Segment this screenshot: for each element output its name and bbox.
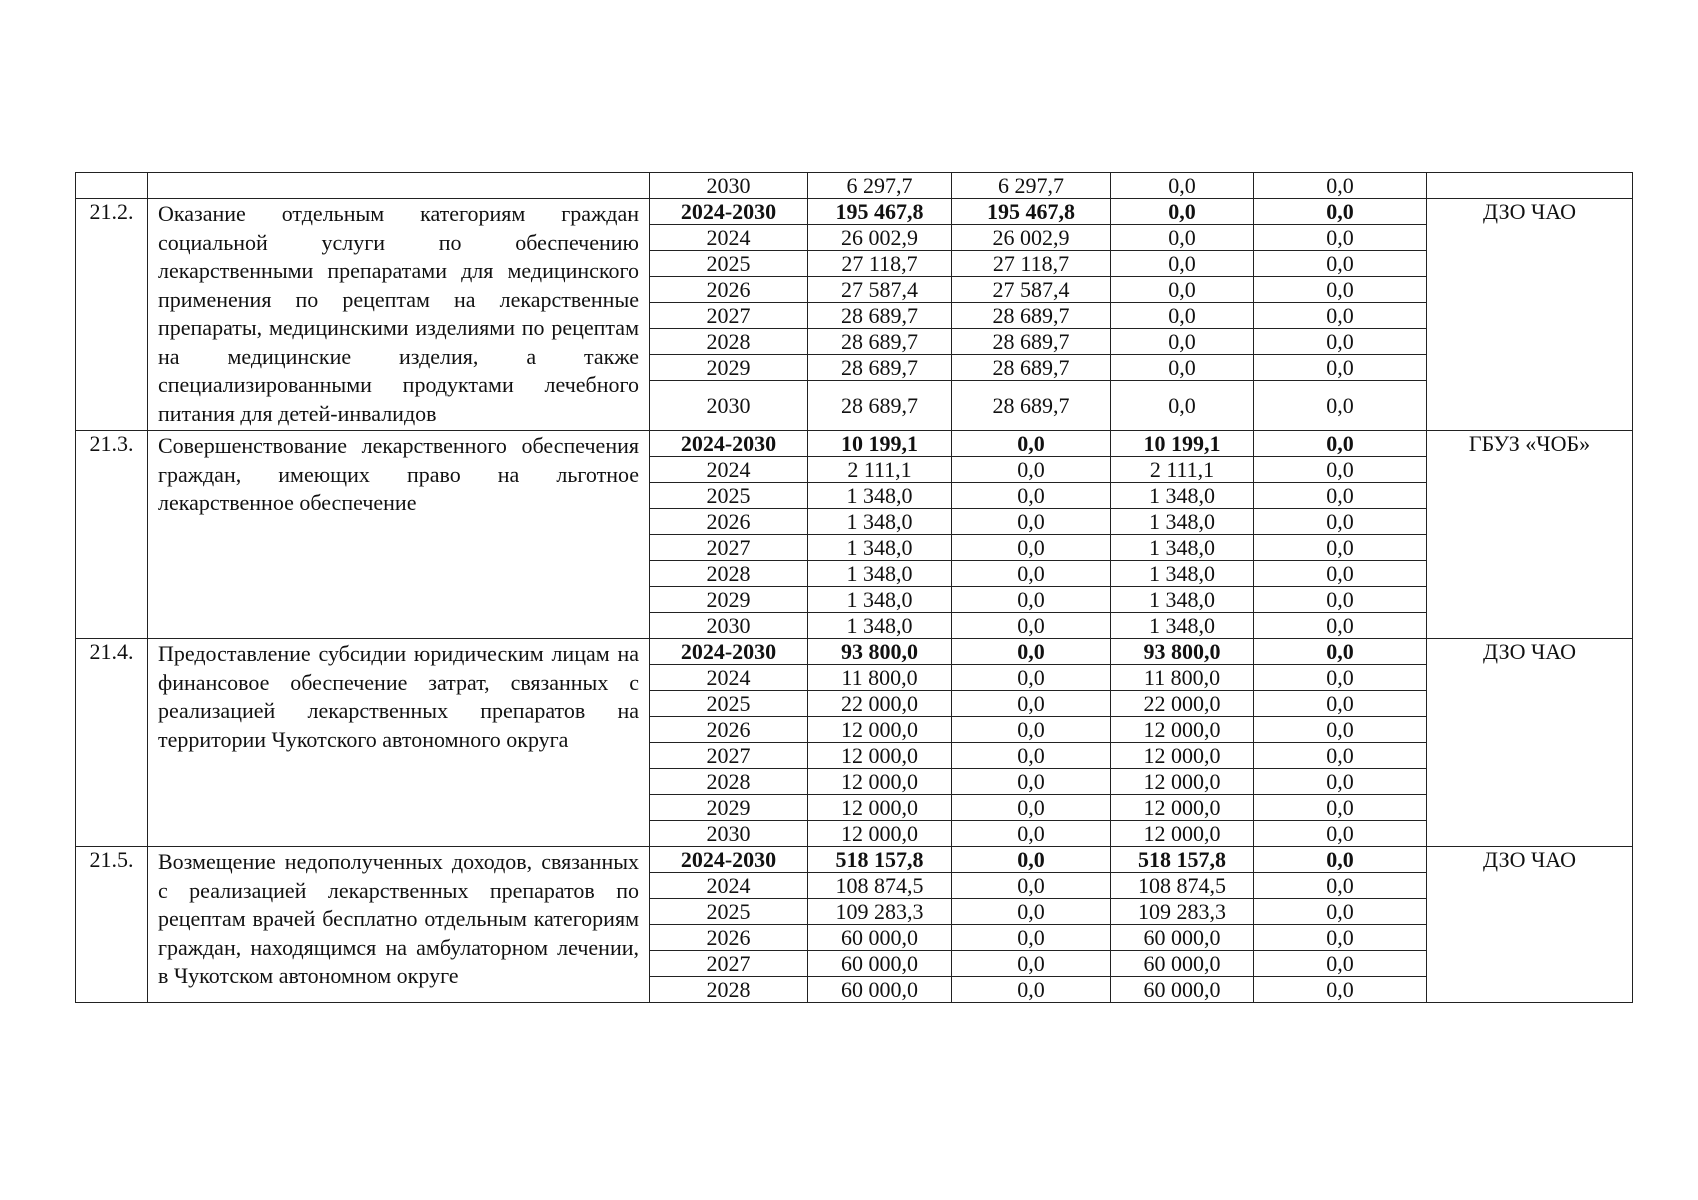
budget-col2-cell: 0,0 <box>1111 277 1254 303</box>
table-row <box>76 173 1633 199</box>
budget-col2-cell: 12 000,0 <box>1111 795 1254 821</box>
budget-col1-cell: 0,0 <box>952 925 1111 951</box>
total-amount-cell: 1 348,0 <box>808 613 952 639</box>
period-cell: 2025 <box>650 483 808 509</box>
period-cell: 2028 <box>650 769 808 795</box>
total-amount-cell: 11 800,0 <box>808 665 952 691</box>
budget-col1-cell: 0,0 <box>952 457 1111 483</box>
budget-col1-cell: 0,0 <box>952 639 1111 665</box>
budget-col1-cell: 0,0 <box>952 951 1111 977</box>
budget-col3-cell: 0,0 <box>1254 873 1427 899</box>
period-cell: 2030 <box>650 173 808 199</box>
budget-col3-cell: 0,0 <box>1254 431 1427 457</box>
period-cell: 2025 <box>650 251 808 277</box>
period-cell: 2024 <box>650 457 808 483</box>
period-cell: 2024-2030 <box>650 431 808 457</box>
period-cell: 2024 <box>650 665 808 691</box>
budget-col2-cell: 12 000,0 <box>1111 769 1254 795</box>
budget-col3-cell: 0,0 <box>1254 899 1427 925</box>
responsible-executor <box>1427 173 1633 199</box>
budget-col2-cell: 1 348,0 <box>1111 535 1254 561</box>
budget-col1-cell: 27 587,4 <box>952 277 1111 303</box>
item-description: Совершенствование лекарственного обеспечения граждан, имеющих право на льготное лекарственное обеспечение <box>148 431 650 639</box>
budget-col2-cell: 2 111,1 <box>1111 457 1254 483</box>
budget-col2-cell: 1 348,0 <box>1111 561 1254 587</box>
period-cell: 2028 <box>650 329 808 355</box>
budget-col3-cell: 0,0 <box>1254 665 1427 691</box>
total-amount-cell: 10 199,1 <box>808 431 952 457</box>
budget-col2-cell: 11 800,0 <box>1111 665 1254 691</box>
period-cell: 2030 <box>650 821 808 847</box>
budget-col3-cell: 0,0 <box>1254 951 1427 977</box>
budget-col3-cell: 0,0 <box>1254 639 1427 665</box>
budget-col3-cell: 0,0 <box>1254 561 1427 587</box>
budget-col1-cell: 0,0 <box>952 613 1111 639</box>
budget-col1-cell: 0,0 <box>952 977 1111 1003</box>
total-amount-cell: 12 000,0 <box>808 821 952 847</box>
item-number: 21.2. <box>76 199 148 431</box>
total-amount-cell: 108 874,5 <box>808 873 952 899</box>
budget-col2-cell: 0,0 <box>1111 303 1254 329</box>
period-cell: 2024-2030 <box>650 847 808 873</box>
period-cell: 2026 <box>650 925 808 951</box>
budget-col2-cell: 518 157,8 <box>1111 847 1254 873</box>
total-amount-cell: 1 348,0 <box>808 561 952 587</box>
budget-col3-cell: 0,0 <box>1254 225 1427 251</box>
period-cell: 2030 <box>650 381 808 431</box>
budget-col1-cell: 0,0 <box>952 743 1111 769</box>
budget-col1-cell: 6 297,7 <box>952 173 1111 199</box>
budget-col1-cell: 27 118,7 <box>952 251 1111 277</box>
budget-col1-cell: 0,0 <box>952 821 1111 847</box>
budget-col3-cell: 0,0 <box>1254 717 1427 743</box>
budget-col2-cell: 0,0 <box>1111 199 1254 225</box>
period-cell: 2029 <box>650 795 808 821</box>
period-cell: 2029 <box>650 355 808 381</box>
budget-col3-cell: 0,0 <box>1254 457 1427 483</box>
total-amount-cell: 1 348,0 <box>808 509 952 535</box>
period-cell: 2027 <box>650 535 808 561</box>
budget-col3-cell: 0,0 <box>1254 535 1427 561</box>
period-cell: 2028 <box>650 977 808 1003</box>
budget-col3-cell: 0,0 <box>1254 977 1427 1003</box>
responsible-executor: ДЗО ЧАО <box>1427 639 1633 847</box>
budget-col3-cell: 0,0 <box>1254 847 1427 873</box>
total-amount-cell: 60 000,0 <box>808 925 952 951</box>
table-body <box>76 173 1633 1003</box>
budget-col1-cell: 0,0 <box>952 899 1111 925</box>
budget-col1-cell: 0,0 <box>952 717 1111 743</box>
budget-col2-cell: 12 000,0 <box>1111 743 1254 769</box>
budget-col1-cell: 28 689,7 <box>952 303 1111 329</box>
budget-col2-cell: 60 000,0 <box>1111 977 1254 1003</box>
budget-col3-cell: 0,0 <box>1254 795 1427 821</box>
period-cell: 2027 <box>650 743 808 769</box>
total-amount-cell: 518 157,8 <box>808 847 952 873</box>
item-number: 21.3. <box>76 431 148 639</box>
budget-col2-cell: 0,0 <box>1111 225 1254 251</box>
total-amount-cell: 28 689,7 <box>808 355 952 381</box>
total-amount-cell: 22 000,0 <box>808 691 952 717</box>
period-cell: 2024-2030 <box>650 639 808 665</box>
table-row <box>76 847 1633 873</box>
budget-col2-cell: 0,0 <box>1111 251 1254 277</box>
budget-col2-cell: 12 000,0 <box>1111 717 1254 743</box>
responsible-executor: ГБУЗ «ЧОБ» <box>1427 431 1633 639</box>
item-description: Предоставление субсидии юридическим лицам на финансовое обеспечение затрат, связанных с реализацией лекарственных препаратов на территории Чукотского автономного округа <box>148 639 650 847</box>
budget-col3-cell: 0,0 <box>1254 691 1427 717</box>
period-cell: 2025 <box>650 691 808 717</box>
item-number <box>76 173 148 199</box>
period-cell: 2026 <box>650 717 808 743</box>
table-row <box>76 639 1633 665</box>
total-amount-cell: 12 000,0 <box>808 743 952 769</box>
budget-col3-cell: 0,0 <box>1254 483 1427 509</box>
total-amount-cell: 27 118,7 <box>808 251 952 277</box>
total-amount-cell: 12 000,0 <box>808 717 952 743</box>
funding-table <box>75 172 1633 1003</box>
total-amount-cell: 1 348,0 <box>808 535 952 561</box>
budget-col3-cell: 0,0 <box>1254 251 1427 277</box>
budget-col2-cell: 22 000,0 <box>1111 691 1254 717</box>
total-amount-cell: 1 348,0 <box>808 483 952 509</box>
total-amount-cell: 2 111,1 <box>808 457 952 483</box>
item-description <box>148 173 650 199</box>
budget-col2-cell: 108 874,5 <box>1111 873 1254 899</box>
budget-col2-cell: 0,0 <box>1111 381 1254 431</box>
budget-col1-cell: 0,0 <box>952 665 1111 691</box>
budget-col1-cell: 0,0 <box>952 509 1111 535</box>
budget-col1-cell: 0,0 <box>952 561 1111 587</box>
budget-col1-cell: 26 002,9 <box>952 225 1111 251</box>
budget-col3-cell: 0,0 <box>1254 277 1427 303</box>
item-number: 21.5. <box>76 847 148 1003</box>
total-amount-cell: 26 002,9 <box>808 225 952 251</box>
total-amount-cell: 93 800,0 <box>808 639 952 665</box>
total-amount-cell: 28 689,7 <box>808 303 952 329</box>
total-amount-cell: 60 000,0 <box>808 977 952 1003</box>
total-amount-cell: 12 000,0 <box>808 769 952 795</box>
period-cell: 2030 <box>650 613 808 639</box>
budget-col1-cell: 0,0 <box>952 431 1111 457</box>
budget-col1-cell: 0,0 <box>952 847 1111 873</box>
budget-col3-cell: 0,0 <box>1254 769 1427 795</box>
budget-col3-cell: 0,0 <box>1254 613 1427 639</box>
responsible-executor: ДЗО ЧАО <box>1427 199 1633 431</box>
item-number: 21.4. <box>76 639 148 847</box>
budget-col3-cell: 0,0 <box>1254 303 1427 329</box>
budget-col2-cell: 1 348,0 <box>1111 613 1254 639</box>
period-cell: 2029 <box>650 587 808 613</box>
budget-col1-cell: 28 689,7 <box>952 355 1111 381</box>
period-cell: 2024 <box>650 225 808 251</box>
item-description: Возмещение недополученных доходов, связанных с реализацией лекарственных препаратов по рецептам врачей бесплатно отдельным категориям граждан, находящимся на амбулаторном лечении, в Чукотском автономном округе <box>148 847 650 1003</box>
period-cell: 2024-2030 <box>650 199 808 225</box>
budget-col2-cell: 1 348,0 <box>1111 483 1254 509</box>
period-cell: 2026 <box>650 277 808 303</box>
budget-col2-cell: 93 800,0 <box>1111 639 1254 665</box>
period-cell: 2027 <box>650 951 808 977</box>
budget-col2-cell: 60 000,0 <box>1111 925 1254 951</box>
budget-col2-cell: 1 348,0 <box>1111 587 1254 613</box>
budget-col3-cell: 0,0 <box>1254 509 1427 535</box>
budget-col1-cell: 0,0 <box>952 795 1111 821</box>
total-amount-cell: 6 297,7 <box>808 173 952 199</box>
budget-col1-cell: 0,0 <box>952 769 1111 795</box>
period-cell: 2026 <box>650 509 808 535</box>
budget-col2-cell: 109 283,3 <box>1111 899 1254 925</box>
total-amount-cell: 27 587,4 <box>808 277 952 303</box>
budget-col3-cell: 0,0 <box>1254 821 1427 847</box>
budget-col2-cell: 0,0 <box>1111 329 1254 355</box>
budget-col3-cell: 0,0 <box>1254 743 1427 769</box>
budget-col3-cell: 0,0 <box>1254 587 1427 613</box>
table-row <box>76 199 1633 225</box>
budget-col1-cell: 0,0 <box>952 535 1111 561</box>
budget-col3-cell: 0,0 <box>1254 355 1427 381</box>
budget-col1-cell: 195 467,8 <box>952 199 1111 225</box>
total-amount-cell: 12 000,0 <box>808 795 952 821</box>
total-amount-cell: 109 283,3 <box>808 899 952 925</box>
budget-col3-cell: 0,0 <box>1254 329 1427 355</box>
budget-col3-cell: 0,0 <box>1254 173 1427 199</box>
budget-col2-cell: 0,0 <box>1111 173 1254 199</box>
budget-col2-cell: 60 000,0 <box>1111 951 1254 977</box>
budget-col3-cell: 0,0 <box>1254 381 1427 431</box>
budget-col2-cell: 12 000,0 <box>1111 821 1254 847</box>
period-cell: 2028 <box>650 561 808 587</box>
budget-col2-cell: 10 199,1 <box>1111 431 1254 457</box>
budget-col1-cell: 28 689,7 <box>952 381 1111 431</box>
budget-col1-cell: 28 689,7 <box>952 329 1111 355</box>
budget-col1-cell: 0,0 <box>952 873 1111 899</box>
total-amount-cell: 1 348,0 <box>808 587 952 613</box>
budget-col3-cell: 0,0 <box>1254 925 1427 951</box>
budget-col2-cell: 0,0 <box>1111 355 1254 381</box>
period-cell: 2024 <box>650 873 808 899</box>
total-amount-cell: 28 689,7 <box>808 381 952 431</box>
budget-col1-cell: 0,0 <box>952 691 1111 717</box>
item-description: Оказание отдельным категориям граждан социальной услуги по обеспечению лекарственными препаратами для медицинского применения по рецептам на лекарственные препараты, медицинскими изделиями по рецептам на медицинские изделия, а также специализированными продуктами лечебного питания для детей-инвалидов <box>148 199 650 431</box>
period-cell: 2025 <box>650 899 808 925</box>
total-amount-cell: 60 000,0 <box>808 951 952 977</box>
budget-col1-cell: 0,0 <box>952 483 1111 509</box>
total-amount-cell: 28 689,7 <box>808 329 952 355</box>
budget-col3-cell: 0,0 <box>1254 199 1427 225</box>
period-cell: 2027 <box>650 303 808 329</box>
budget-col1-cell: 0,0 <box>952 587 1111 613</box>
responsible-executor: ДЗО ЧАО <box>1427 847 1633 1003</box>
total-amount-cell: 195 467,8 <box>808 199 952 225</box>
budget-col2-cell: 1 348,0 <box>1111 509 1254 535</box>
table-row <box>76 431 1633 457</box>
